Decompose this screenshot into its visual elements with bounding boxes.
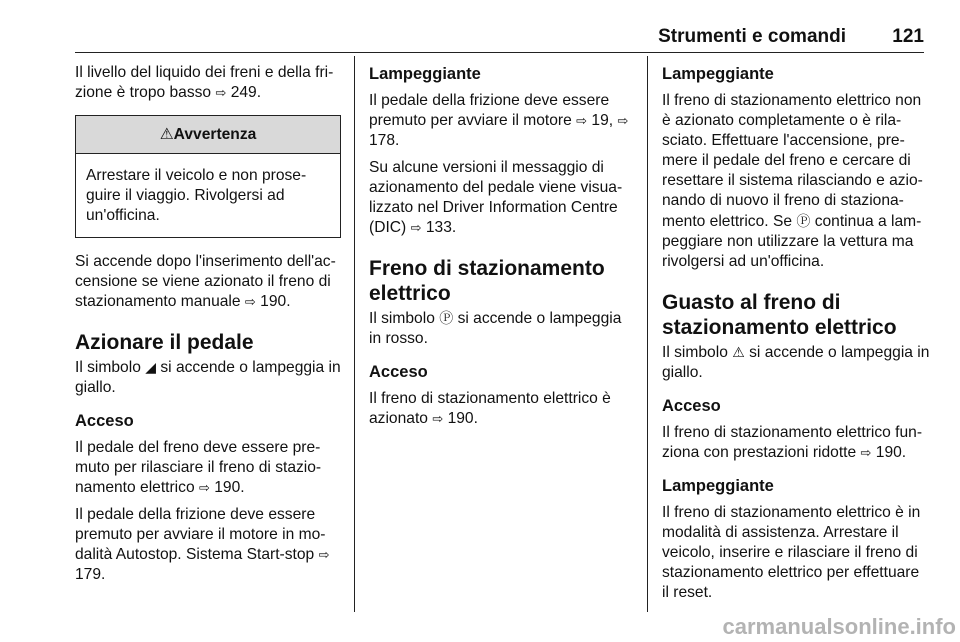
heading-freno: Freno di stazionamento elettrico [369,257,605,305]
heading-lampeggiante: Lampeggiante [369,65,481,83]
parking-brake-icon: Ⓟ [796,213,811,229]
paragraph: Il simbolo ◢ si accende o lampeggia in giallo. [75,359,341,396]
page-reference-arrow-icon: ⇨ [432,411,444,426]
watermark: carmanualsonline.info [722,614,956,639]
page-header [75,22,924,53]
page-reference-arrow-icon: ⇨ [410,220,422,235]
page-reference-arrow-icon: ⇨ [576,113,588,128]
heading-acceso: Acceso [75,412,134,430]
warning-text: Arrestare il veicolo e non prose-guire il viaggio. Rivolgersi ad un'officina. [86,167,307,224]
paragraph: Il freno di stazionamento elettrico non è azionato completamente o è rila-sciato. Effettuare l'accensione, pre-mere il pedale del freno e cercare di resettare il sistema rilasciando e azio-nando di nuovo il freno di staziona-mento elettrico. Se Ⓟ continua a lam-peggiare non utilizzare la vettura ma rivolgersi ad un'officina. [662,92,923,270]
paragraph: Il freno di stazionamento elettrico fun-ziona con prestazioni ridotte ⇨ 190. [662,424,923,461]
column-divider [647,56,648,612]
paragraph: Il livello del liquido dei freni e della fri-zione è tropo basso ⇨ 249. [75,64,334,101]
page-reference-arrow-icon: ⇨ [198,480,210,495]
heading-guasto: Guasto al freno di stazionamento elettrico [662,291,897,339]
column-2 [369,63,633,436]
heading-lampeggiante: Lampeggiante [662,65,774,83]
paragraph: Il freno di stazionamento elettrico è in modalità di assistenza. Arrestare il veicolo, inserire e rilasciare il freno di stazionamento elettrico per effettuare il reset. [662,504,921,601]
warning-triangle-icon: ⚠ [159,126,174,143]
paragraph: Il simbolo Ⓟ si accende o lampeggia in rosso. [369,310,622,347]
page-reference-arrow-icon: ⇨ [318,547,330,562]
section-title: Strumenti e comandi [658,26,846,47]
column-1 [75,63,341,592]
paragraph: Il pedale della frizione deve essere premuto per avviare il motore in mo-dalità Autostop. Sistema Start-stop ⇨ 179. [75,506,330,583]
warning-header: ⚠Avvertenza [76,116,340,154]
page-reference-arrow-icon: ⇨ [244,294,256,309]
page-number: 121 [892,26,924,47]
pedal-icon: ◢ [145,359,156,375]
paragraph: Si accende dopo l'inserimento dell'ac-censione se viene azionato il freno di stazionamento manuale ⇨ 190. [75,253,336,310]
heading-lampeggiante: Lampeggiante [662,477,774,495]
parking-brake-icon: Ⓟ [439,310,454,326]
column-divider [354,56,355,612]
heading-pedal: Azionare il pedale [75,331,254,354]
paragraph: Il freno di stazionamento elettrico è azionato ⇨ 190. [369,390,611,427]
paragraph: Il pedale del freno deve essere pre-muto per rilasciare il freno di stazio-namento elettrico ⇨ 190. [75,439,322,496]
paragraph: Il simbolo ⚠ si accende o lampeggia in giallo. [662,344,930,381]
heading-acceso: Acceso [369,363,428,381]
brake-fault-icon: ⚠ [732,344,745,360]
heading-acceso: Acceso [662,397,721,415]
paragraph: Il pedale della frizione deve essere premuto per avviare il motore ⇨ 19, ⇨ 178. [369,92,629,149]
warning-box [75,115,341,238]
column-3 [662,63,930,610]
page-reference-arrow-icon: ⇨ [860,445,872,460]
paragraph: Su alcune versioni il messaggio di azionamento del pedale viene visua-lizzato nel Driver Information Centre (DIC) ⇨ 133. [369,159,623,236]
page-reference-arrow-icon: ⇨ [215,85,227,100]
page-reference-arrow-icon: ⇨ [617,113,629,128]
